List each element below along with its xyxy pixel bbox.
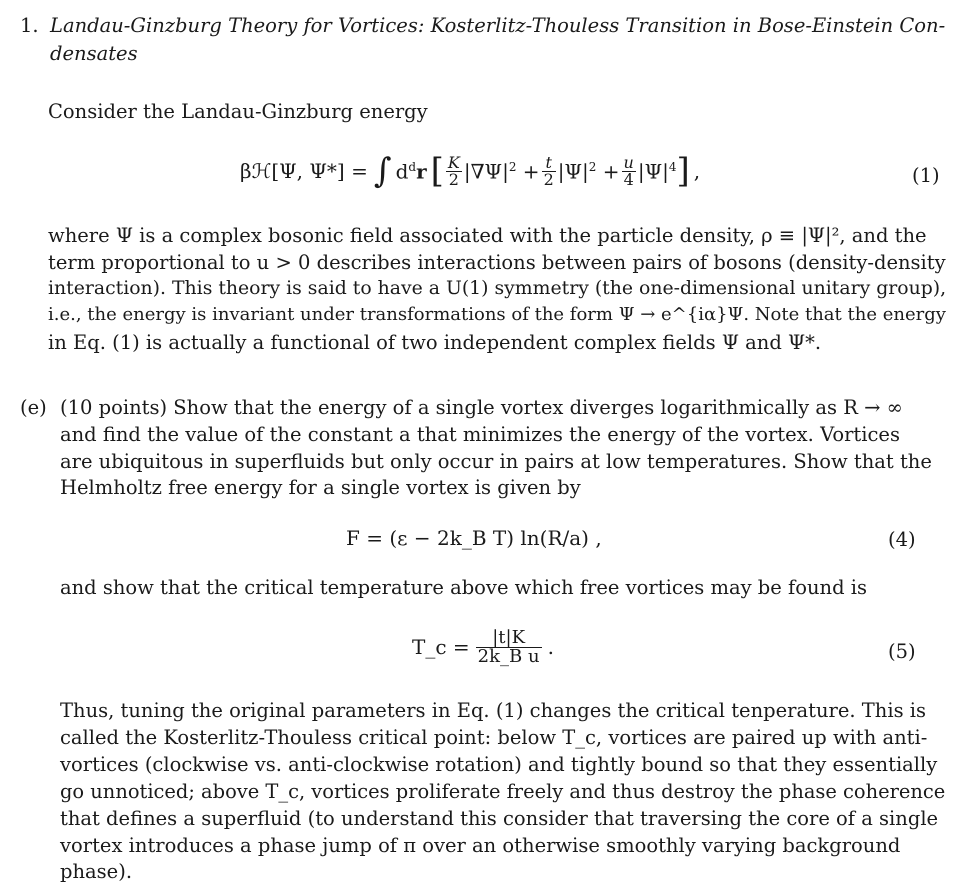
closing-line-4: go unnoticed; above T_c, vortices proliferate freely and thus destroy the phase coherence [60, 780, 946, 803]
paragraph-1-line-3: interaction). This theory is said to have a U(1) symmetry (the one-dimensional unitary group), [48, 278, 947, 299]
equation-5-period: . [547, 635, 554, 659]
fraction-t-over-2: $\frac{t}{2}$ [543, 152, 554, 189]
equation-5-numerator: |t|K [492, 626, 526, 648]
equation-5 [412, 622, 554, 672]
right-bracket: ] [676, 151, 690, 191]
fraction-k-over-2: $\frac{K}{2}$ [447, 152, 460, 189]
gradient-term: $|\nabla\Psi|^2$ + [463, 159, 540, 184]
equation-5-number: (5) [888, 640, 916, 663]
part-e-line-3: are ubiquitous in superfluids but only occur in pairs at low temperatures. Show that the [60, 450, 932, 473]
problem-number: 1. [20, 14, 39, 37]
closing-line-6: vortex introduces a phase jump of π over an otherwise smoothly varying background [60, 834, 901, 857]
density-term: $|\Psi|^2$ + [557, 159, 620, 184]
equation-1-comma: , [693, 159, 701, 183]
closing-line-3: vortices (clockwise vs. anti-clockwise rotation) and tightly bound so that they essentially [60, 753, 938, 776]
equation-5-lhs: T_c = [412, 635, 470, 659]
equation-4: F = (ε − 2k_B T) ln(R/a) , [346, 526, 602, 550]
closing-line-1: Thus, tuning the original parameters in Eq. (1) changes the critical tenperature. This is [60, 699, 927, 722]
paragraph-1-line-5: in Eq. (1) is actually a functional of two independent complex fields Ψ and Ψ*. [48, 331, 822, 354]
closing-line-5: that defines a superfluid (to understand this consider that traversing the core of a single [60, 807, 939, 830]
left-bracket: [ [430, 151, 444, 191]
intro-text: Consider the Landau-Ginzburg energy [48, 100, 428, 123]
problem-title-line-1: Landau-Ginzburg Theory for Vortices: Kosterlitz-Thouless Transition in Bose-Einstein Con- [50, 14, 946, 37]
fraction-u-over-4: $\frac{u}{4}$ [623, 152, 634, 189]
closing-line-2: called the Kosterlitz-Thouless critical point: below T_c, vortices are paired up with anti- [60, 726, 928, 749]
closing-line-7: phase). [60, 860, 133, 883]
quartic-term: $|\Psi|^4$ [637, 159, 677, 184]
integral-sign: ∫ [373, 151, 392, 191]
equation-5-denominator: 2k_B u [477, 645, 540, 667]
paragraph-1-line-1: where Ψ is a complex bosonic field associated with the particle density, ρ ≡ |Ψ|², and the [48, 224, 927, 247]
paragraph-1-line-4: i.e., the energy is invariant under transformations of the form Ψ → e^{iα}Ψ. Note that the energy [48, 304, 946, 325]
part-e-line-4: Helmholtz free energy for a single vortex is given by [60, 476, 581, 499]
paragraph-1-line-2: term proportional to u > 0 describes interactions between pairs of bosons (density-density [48, 251, 946, 274]
part-e-label: (e) [20, 396, 47, 419]
equation-1-number: (1) [912, 164, 940, 187]
equation-1-measure: $d^dr$ [395, 159, 427, 184]
equation-5-fraction [476, 626, 542, 667]
part-e-line-5: and show that the critical temperature above which free vortices may be found is [60, 576, 868, 599]
equation-4-number: (4) [888, 528, 916, 551]
equation-1 [240, 146, 700, 196]
problem-title-line-2: densates [50, 42, 138, 65]
equation-1-lhs: βℋ[Ψ, Ψ*] = [240, 159, 368, 183]
part-e-line-2: and find the value of the constant a that minimizes the energy of the vortex. Vortices [60, 423, 900, 446]
part-e-line-1: (10 points) Show that the energy of a single vortex diverges logarithmically as R → ∞ [60, 396, 903, 419]
